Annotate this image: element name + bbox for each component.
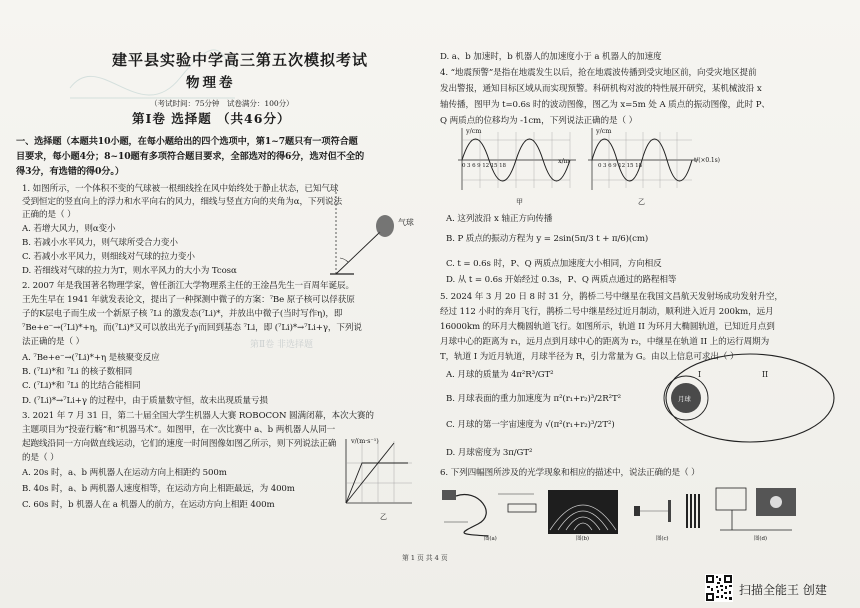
- q4-option-b: B. P 质点的振动方程为 y = 2sin(5π/3 t + π/6)(cm): [446, 234, 649, 244]
- q6-stem: 6. 下列四幅图所涉及的光学现象和相应的描述中，说法正确的是（ ）: [440, 468, 700, 478]
- q4-yi-ticks: 0 3 6 9 12 15 18: [598, 163, 642, 169]
- q4-stem-line-2: 发出警报，通知目标区域从而实现预警。科研机构对波的特性展开研究，某机械波沿 x: [440, 84, 762, 94]
- q3-stem-line-4: 的是（ ）: [22, 453, 59, 463]
- section-instructions-line-3: 得3分，有选错的得0分。）: [16, 166, 124, 177]
- section-instructions-line-1: 一、选择题（本题共10小题，在每小题给出的四个选项中，第1~7题只有一项符合题: [16, 136, 358, 147]
- q5-stem-line-2: 经过 112 小时的奔月飞行，鹊桥二号中继星经过近月制动，顺利进入近月 200km，远月: [440, 307, 774, 317]
- q6-caption-a: 图(a): [484, 536, 497, 542]
- q5-stem-line-3: 16000km 的环月大椭圆轨道飞行。如图所示，轨道 II 为环月大椭圆轨道，已知近月点到: [440, 322, 775, 332]
- show-through-text: 第Ⅱ卷 非选择题: [250, 340, 313, 350]
- q5-option-c: C. 月球的第一宇宙速度为 √(π²(r₁+r₂)³/2T²): [446, 420, 615, 430]
- q3-stem-line-2: 主题项目为“投壶行觞”和“机器马术”。如图甲，在一次比赛中 a、b 两机器人从同一: [22, 425, 336, 435]
- q6-figure-d: [712, 484, 804, 540]
- q4-stem-line-4: Q 两质点的位移均为 -1cm，下列说法正确的是（ ）: [440, 116, 638, 126]
- q1-option-b: B. 若减小水平风力，则气球所受合力变小: [22, 238, 178, 248]
- q3-graph-label: 乙: [380, 513, 387, 521]
- q4-yi-y-label: y/cm: [596, 127, 612, 135]
- q2-stem-line-4: ⁷Be+e⁻→(⁷Li)*+η，而(⁷Li)*又可以放出光子γ而回到基态 ⁷Li，即 (⁷Li)*→⁷Li+γ，下列说: [22, 323, 362, 333]
- q5-moon-label: 月球: [678, 395, 691, 403]
- q6-caption-b: 图(b): [576, 536, 589, 542]
- q3-stem-line-1: 3. 2021 年 7 月 31 日，第二十届全国大学生机器人大赛 ROBOCON 圆满闭幕，本次大赛的: [22, 411, 374, 421]
- q2-option-a: A. ⁷Be+e⁻→(⁷Li)*+η 是核聚变反应: [22, 353, 160, 363]
- q6-figure-c: [628, 488, 706, 538]
- scan-badge-label: 扫描全能王 创建: [739, 583, 827, 597]
- q4-yi-label: 乙: [638, 198, 645, 206]
- q6-caption-d: 图(d): [754, 536, 767, 542]
- q3-option-b: B. 40s 时，a、b 两机器人速度相等，在运动方向上相距最远，为 400m: [22, 484, 295, 494]
- q4-jia-x-label: x/m: [558, 157, 570, 165]
- q3-option-c: C. 60s 时，b 机器人在 a 机器人的前方，在运动方向上相距 400m: [22, 500, 275, 510]
- q4-option-d: D. 从 t = 0.6s 开始经过 0.3s，P、Q 两质点通过的路程相等: [446, 275, 677, 285]
- q2-stem-line-5: 法正确的是（ ）: [22, 337, 85, 347]
- q4-jia-y-label: y/cm: [466, 127, 482, 135]
- q2-option-b: B. (⁷Li)*和 ⁷Li 的核子数相同: [22, 367, 133, 377]
- q4-stem-line-1: 4. “地震预警”是指在地震发生以后，抢在地震波传播到受灾地区前，向受灾地区提前: [440, 68, 757, 78]
- q5-stem-line-1: 5. 2024 年 3 月 20 日 8 时 31 分，鹊桥二号中继星在我国文昌航天发射场成功发射升空，: [440, 292, 783, 302]
- q2-option-c: C. (⁷Li)*和 ⁷Li 的比结合能相同: [22, 381, 141, 391]
- q4-jia-label: 甲: [516, 198, 523, 206]
- q5-stem-line-4: 月球中心的距离为 r₁，远月点到月球中心的距离为 r₂，中继星在轨道 II 上的运行周期为: [440, 337, 770, 347]
- q1-option-c: C. 若减小水平风力，则细线对气球的拉力变小: [22, 252, 195, 262]
- q5-option-d: D. 月球密度为 3π/GT²: [446, 448, 533, 458]
- q1-stem-line-3: 正确的是（ ）: [22, 210, 76, 220]
- q3-graph-axis-label: v/(m·s⁻¹): [351, 437, 379, 445]
- q5-orbit-label-ii: II: [762, 370, 769, 379]
- q6-caption-c: 图(c): [656, 536, 669, 542]
- q4-option-a: A. 这列波沿 x 轴正方向传播: [446, 214, 553, 224]
- q6-figure-b: [548, 490, 618, 538]
- page-footer: 第 1 页 共 4 页: [402, 554, 448, 562]
- q3-option-d: D. a、b 加速时，b 机器人的加速度小于 a 机器人的加速度: [440, 52, 662, 62]
- scan-badge: [705, 574, 855, 602]
- qr-code-icon: [705, 574, 733, 602]
- q4-jia-ticks: 0 3 6 9 12 15 18: [462, 163, 506, 169]
- q1-stem-line-1: 1. 如图所示，一个体积不变的气球被一根细线拴在风中始终处于静止状态，已知气球: [22, 184, 339, 194]
- q5-orbit-label-i: I: [698, 370, 702, 379]
- q1-balloon-label: 气球: [398, 218, 414, 227]
- q2-option-d: D. (⁷Li)*→⁷Li+γ 的过程中，由于质量数守恒，故未出现质量亏损: [22, 396, 268, 406]
- exam-meta: （考试时间：75分钟 试卷满分：100分）: [150, 99, 294, 108]
- q3-stem-line-3: 起跑线沿同一方向做直线运动，它们的速度一时间图像如图乙所示，则下列说法正确: [22, 439, 337, 449]
- q1-balloon-figure: [330, 188, 410, 282]
- section-instructions-line-2: 目要求，每小题4分；8~10题有多项符合题目要求，全部选对的得6分，选对但不全的: [16, 151, 365, 162]
- q5-stem-line-5: T，轨道 I 为近月轨道，月球半径为 R，引力常量为 G。由以上信息可求出（ ）: [440, 352, 739, 362]
- q4-yi-x-label: t/(×0.1s): [694, 157, 720, 164]
- q2-stem-line-2: 王先生早在 1941 年就发表论文，提出了一种探测中微子的方案：⁷Be 原子核可以俘获原: [22, 295, 355, 305]
- q1-stem-line-2: 受到恒定的竖直向上的浮力和水平向右的风力，细线与竖直方向的夹角为α，下列说法: [22, 197, 342, 207]
- paper-title: 物理卷: [186, 75, 236, 91]
- section-title: 第Ⅰ卷 选择题 （共46分）: [132, 111, 291, 126]
- q4-option-c: C. t = 0.6s 时，P、Q 两质点加速度大小相同，方向相反: [446, 259, 662, 269]
- q2-stem-line-3: 子的K层电子而生成一个新原子核 ⁷Li 的激发态(⁷Li)*，并放出中微子(当时写作η)，即: [22, 309, 343, 319]
- q2-stem-line-1: 2. 2007 年是我国著名物理学家，曾任浙江大学物理系主任的王淦昌先生一百周年诞辰。: [22, 281, 355, 291]
- q1-option-d: D. 若细线对气球的拉力为T，则水平风力的大小为 Tcosα: [22, 266, 237, 276]
- school-title: 建平县实验中学高三第五次模拟考试: [112, 51, 369, 69]
- q5-option-a: A. 月球的质量为 4π²R³/GT²: [446, 370, 554, 380]
- q5-option-b: B. 月球表面的重力加速度为 π²(r₁+r₂)³/2R²T²: [446, 394, 621, 404]
- q3-option-a: A. 20s 时，a、b 两机器人在运动方向上相距约 500m: [22, 468, 227, 478]
- q1-option-a: A. 若增大风力，则α变小: [22, 224, 116, 234]
- q4-stem-line-3: 轴传播，图甲为 t=0.6s 时的波动图像，图乙为 x=5m 处 A 质点的振动图像，此时 P、: [440, 100, 770, 110]
